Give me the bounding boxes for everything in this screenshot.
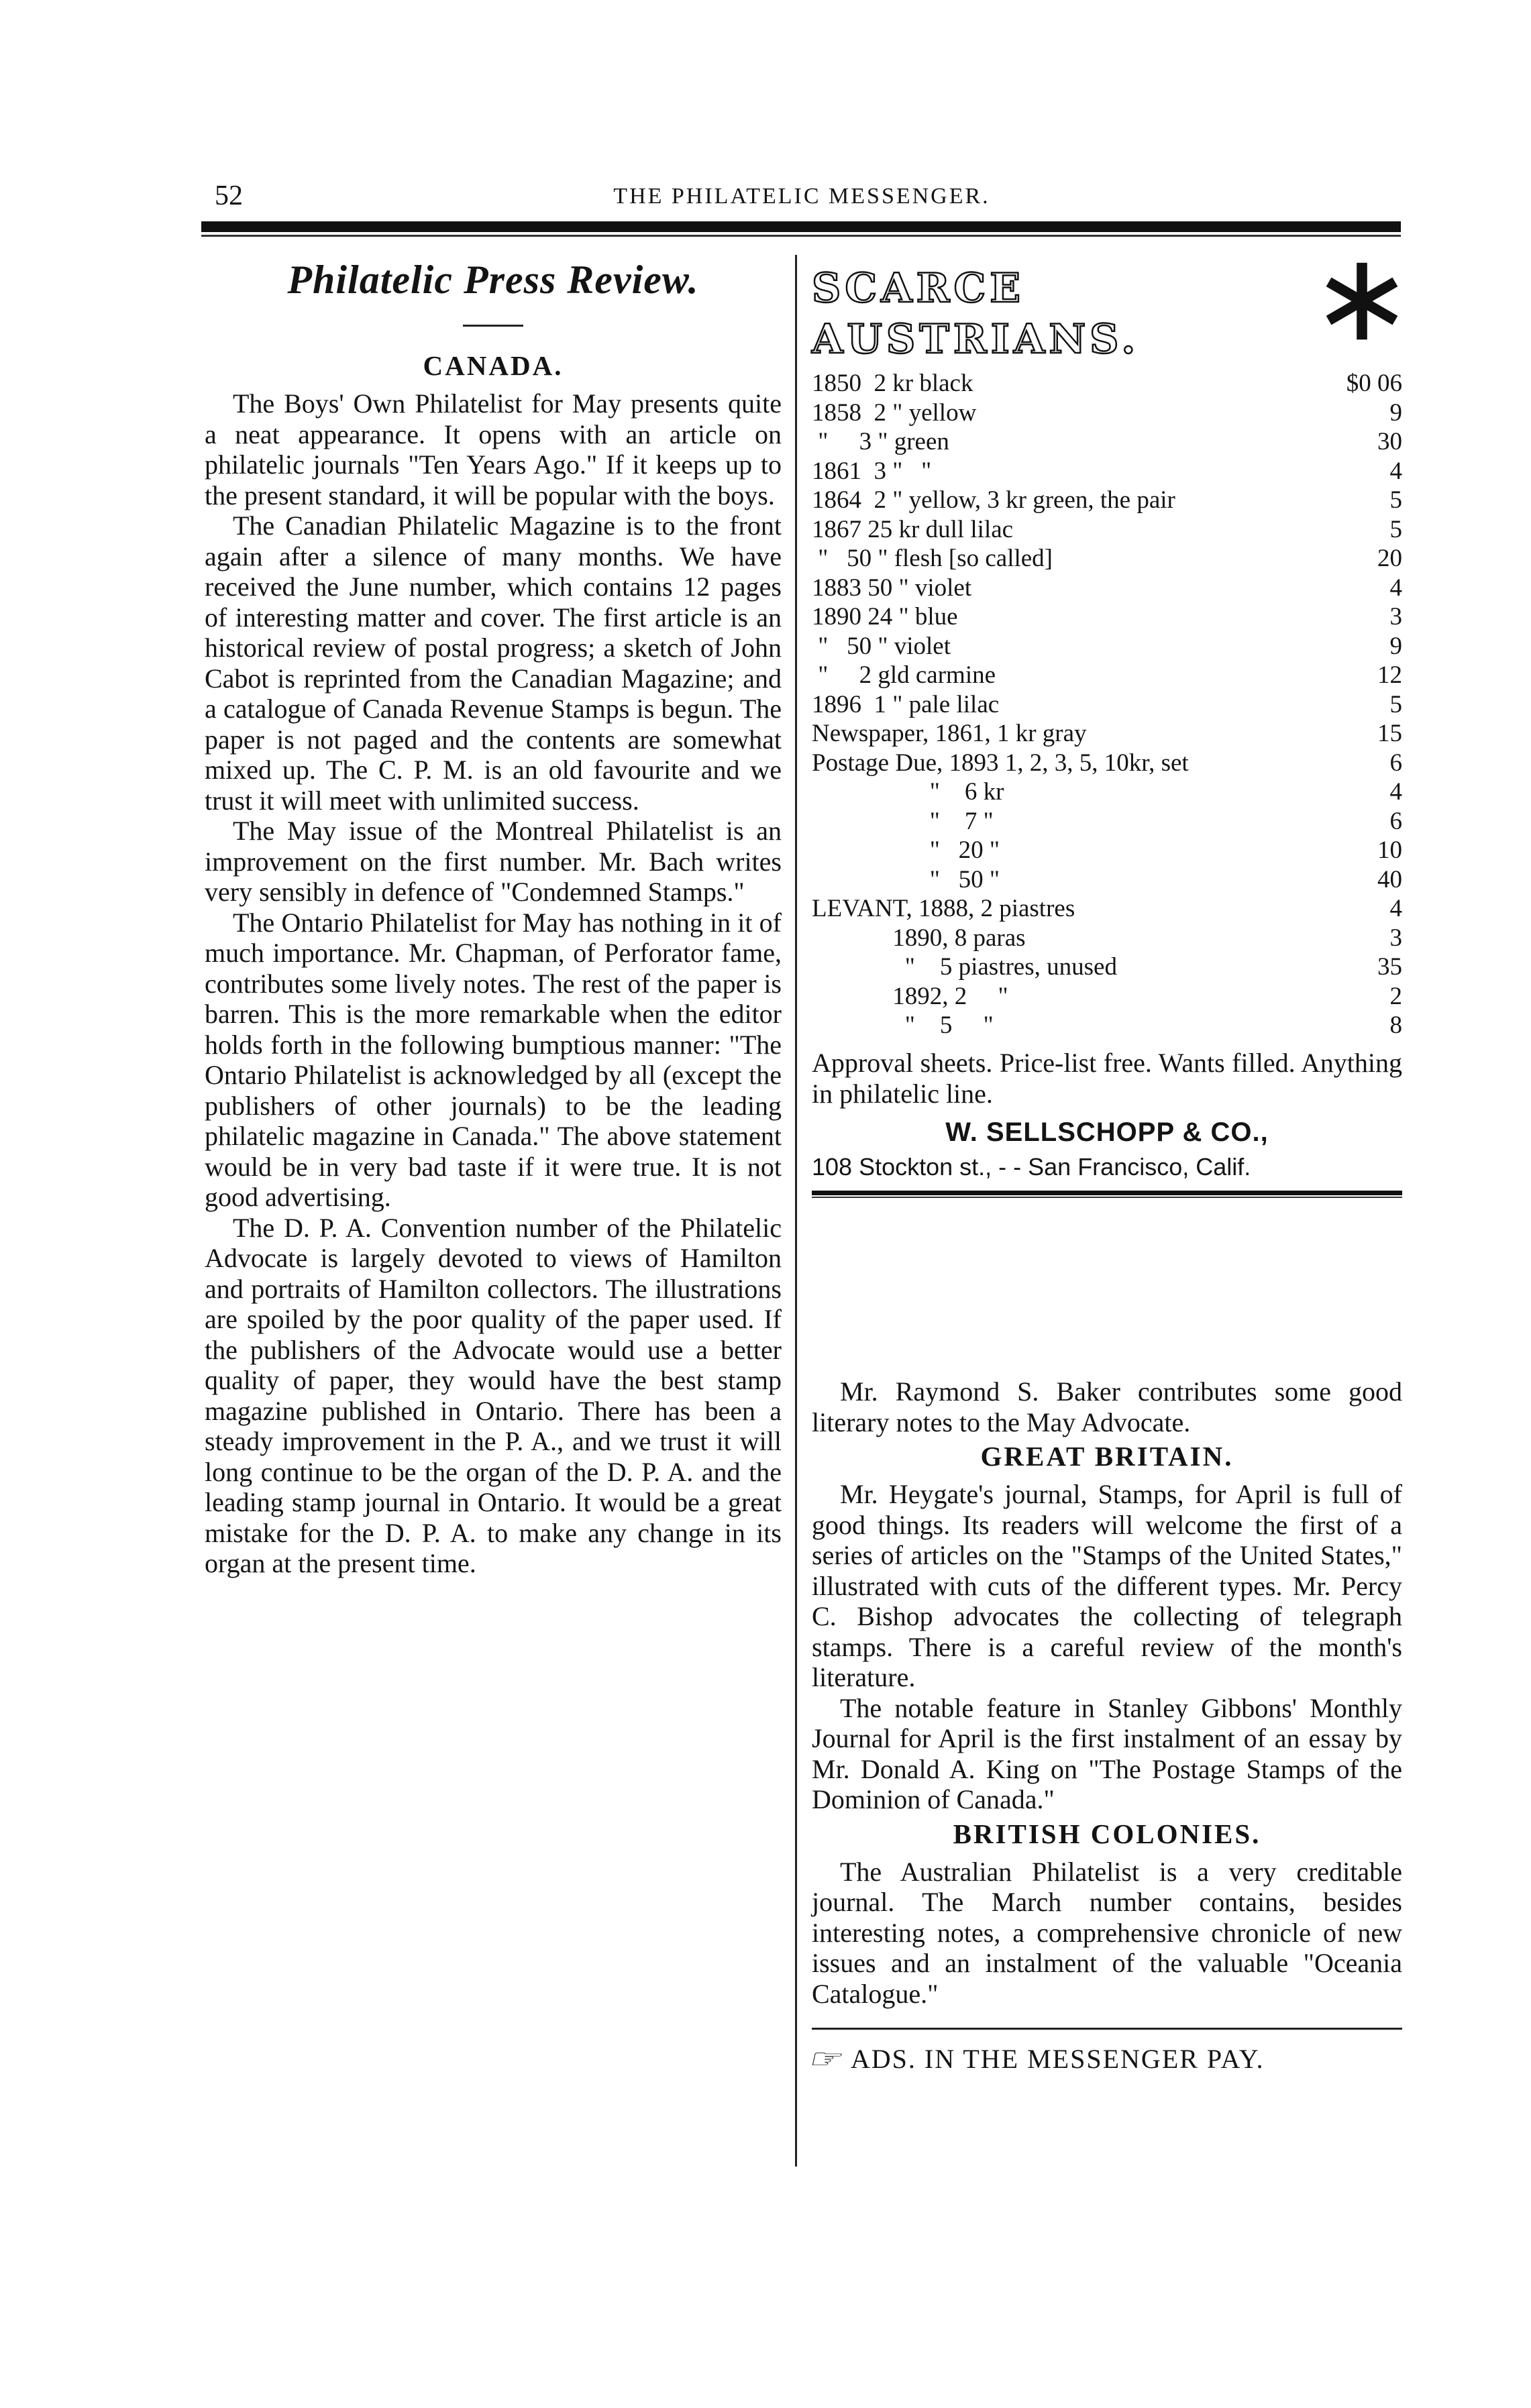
footer-ad-text: ADS. IN THE MESSENGER PAY. (850, 2044, 1265, 2074)
price-row (812, 486, 1402, 515)
price-row-price: 30 (1377, 428, 1402, 455)
price-row-price: 4 (1389, 457, 1402, 485)
ad-address: 108 Stockton st., - - San Francisco, Calif. (812, 1153, 1251, 1181)
price-row-description: 1867 25 kr dull lilac (812, 515, 1014, 543)
ad-title-line-1: SCARCE (812, 265, 1024, 312)
price-row (812, 749, 1402, 778)
left-column (205, 250, 782, 1579)
price-row (812, 573, 1402, 603)
price-row-description: " 50 " violet (812, 632, 951, 660)
price-row (812, 719, 1402, 749)
footer-ad-line (806, 2043, 1402, 2075)
pointing-hand-icon: ☞ (806, 2044, 843, 2074)
price-row-description: 1890 24 " blue (812, 603, 958, 631)
price-row (812, 690, 1402, 720)
price-row (812, 457, 1402, 486)
paragraph-gibbons: The notable feature in Stanley Gibbons' Monthly Journal for April is the first instalment of an essay by Mr. Donald A. King on "The Postage Stamps of the Dominion of Canada." (812, 1692, 1402, 1814)
price-row-price: 20 (1377, 545, 1402, 572)
price-row (812, 632, 1402, 661)
price-row (812, 602, 1402, 632)
price-row (812, 982, 1402, 1011)
paragraph-canadian-magazine: The Canadian Philatelic Magazine is to the front again after a silence of many months. We have received the June number, which contains 12 pages of interesting matter and cover. The first article is an historical review of postal progress; a sketch of John Cabot is reprinted from the Canadian Magazine; and a catalogue of Canada Revenue Stamps is begun. The paper is not paged and the contents are somewhat mixed up. The C. P. M. is an old favourite and we trust it will meet with unlimited success. (205, 510, 782, 816)
asterisk-icon (1318, 258, 1406, 345)
price-row-description: " 50 " flesh [so called] (812, 545, 1053, 572)
price-row-price: 8 (1389, 1011, 1402, 1039)
price-row-price: $0 06 (1346, 370, 1402, 397)
price-row-price: 2 (1389, 982, 1402, 1010)
price-row (812, 544, 1402, 573)
paragraph-heygate: Mr. Heygate's journal, Stamps, for April is full of good things. Its readers will welcome the first of a series of articles on the "Stamps of the United States," illustrated with cuts of the different types. Mr. Percy C. Bishop advocates the collecting of telegraph stamps. There is a careful review of the month's literature. (812, 1479, 1402, 1692)
price-row-price: 35 (1377, 953, 1402, 981)
price-row (812, 865, 1402, 895)
price-row-price: 40 (1377, 865, 1402, 893)
ad-rule (812, 1191, 1402, 1195)
price-row-description: " 3 " green (812, 428, 949, 455)
price-row-price: 3 (1389, 603, 1402, 631)
price-row-price: 5 (1389, 515, 1402, 543)
price-row-price: 6 (1389, 749, 1402, 777)
price-row-price: 12 (1377, 661, 1402, 689)
price-row (812, 894, 1402, 924)
price-row (812, 661, 1402, 690)
price-list (812, 369, 1402, 1040)
price-row-price: 15 (1377, 720, 1402, 747)
price-row-description: 1883 50 " violet (812, 573, 972, 602)
price-row (812, 1011, 1402, 1040)
price-row-description: LEVANT, 1888, 2 piastres (812, 895, 1075, 922)
title-dash (463, 325, 523, 327)
ad-rule-thin (812, 1197, 1402, 1198)
price-row-description: " 50 " (812, 865, 1000, 893)
price-row-price: 4 (1389, 895, 1402, 922)
price-row-price: 4 (1389, 573, 1402, 602)
paragraph-montreal: The May issue of the Montreal Philatelist is an improvement on the first number. Mr. Bach writes very sensibly in defence of "Condemned Stamps." (205, 816, 782, 907)
price-row-price: 3 (1389, 924, 1402, 952)
paragraph-baker: Mr. Raymond S. Baker contributes some good literary notes to the May Advocate. (812, 1376, 1402, 1437)
price-row-price: 5 (1389, 690, 1402, 718)
price-row-price: 10 (1377, 836, 1402, 864)
paragraph-boys-own: The Boys' Own Philatelist for May presents quite a neat appearance. It opens with an article on philatelic journals "Ten Years Ago." If it keeps up to the present standard, it will be popular with the boys. (205, 388, 782, 510)
running-head (201, 180, 1402, 213)
great-britain-heading: GREAT BRITAIN. (980, 1441, 1234, 1472)
ad-company: W. SELLSCHOPP & CO., (945, 1117, 1269, 1147)
price-row-description: " 2 gld carmine (812, 661, 996, 689)
price-row-description: " 7 " (812, 807, 994, 835)
price-row-price: 9 (1389, 632, 1402, 660)
price-row (812, 924, 1402, 953)
paragraph-ontario: The Ontario Philatelist for May has nothing in it of much importance. Mr. Chapman, of Perforator fame, contributes some lively notes. The rest of the paper is barren. This is the more remarkable when the editor holds forth in the following bumptious manner: "The Ontario Philatelist is acknowledged by all (except the publishers of other journals) to be the leading philatelic magazine in Canada." The above statement would be in very bad taste if it were true. It is not good advertising. (205, 907, 782, 1212)
ad-footer (812, 1048, 1402, 1210)
price-row (812, 369, 1402, 398)
price-row-description: " 5 " (812, 1011, 994, 1039)
price-row-description: 1896 1 " pale lilac (812, 690, 1000, 718)
header-rule (201, 221, 1401, 232)
price-row-description: 1890, 8 paras (812, 924, 1026, 952)
price-row (812, 836, 1402, 865)
advertisement-scarce-austrians (812, 250, 1402, 1376)
ad-title-line-2: AUSTRIANS. (812, 316, 1140, 363)
header-rule-thin (201, 235, 1401, 237)
price-row (812, 952, 1402, 982)
price-row-description: 1850 2 kr black (812, 370, 973, 397)
price-row-description: Newspaper, 1861, 1 kr gray (812, 720, 1087, 747)
footer-rule (812, 2028, 1402, 2030)
price-row (812, 398, 1402, 428)
canada-heading: CANADA. (423, 350, 564, 381)
price-row-description: 1892, 2 " (812, 982, 1008, 1010)
price-row-price: 9 (1389, 398, 1402, 427)
price-row-description: Postage Due, 1893 1, 2, 3, 5, 10kr, set (812, 749, 1189, 777)
price-row-description: " 6 kr (812, 778, 1004, 806)
british-colonies-heading: BRITISH COLONIES. (953, 1818, 1261, 1849)
price-row-description: 1864 2 " yellow, 3 kr green, the pair (812, 486, 1175, 514)
ad-title (812, 263, 1139, 365)
price-row (812, 427, 1402, 457)
right-column (806, 250, 1402, 2075)
paragraph-dpa-convention: The D. P. A. Convention number of the Philatelic Advocate is largely devoted to views of Hamilton and portraits of Hamilton collectors. The illustrations are spoiled by the poor quality of the paper used. If the publishers of the Advocate would use a better quality of paper, they would have the best stamp magazine published in Ontario. There has been a steady improvement in the P. A., and we trust it will long continue to be the organ of the D. P. A. and the leading stamp journal in Ontario. It would be a great mistake for the D. P. A. to make any change in its organ at the present time. (205, 1212, 782, 1578)
price-row-price: 4 (1389, 778, 1402, 806)
price-row (812, 807, 1402, 836)
price-row-description: 1861 3 " " (812, 457, 932, 485)
price-row-description: " 20 " (812, 836, 1000, 864)
section-title: Philatelic Press Review. (287, 258, 699, 302)
column-divider (795, 255, 797, 2167)
price-row (812, 515, 1402, 545)
price-row-price: 5 (1389, 486, 1402, 514)
price-row-description: " 5 piastres, unused (812, 953, 1117, 981)
paragraph-australian: The Australian Philatelist is a very creditable journal. The March number contains, besides interesting notes, a comprehensive chronicle of new issues and an instalment of the valuable "Oceania Catalogue." (812, 1856, 1402, 2009)
page-number: 52 (215, 180, 243, 211)
price-row (812, 777, 1402, 807)
running-title: THE PHILATELIC MESSENGER. (613, 184, 990, 209)
ad-note: Approval sheets. Price-list free. Wants filled. Anything in philatelic line. (812, 1048, 1402, 1109)
price-row-description: 1858 2 " yellow (812, 398, 977, 427)
price-row-price: 6 (1389, 807, 1402, 835)
